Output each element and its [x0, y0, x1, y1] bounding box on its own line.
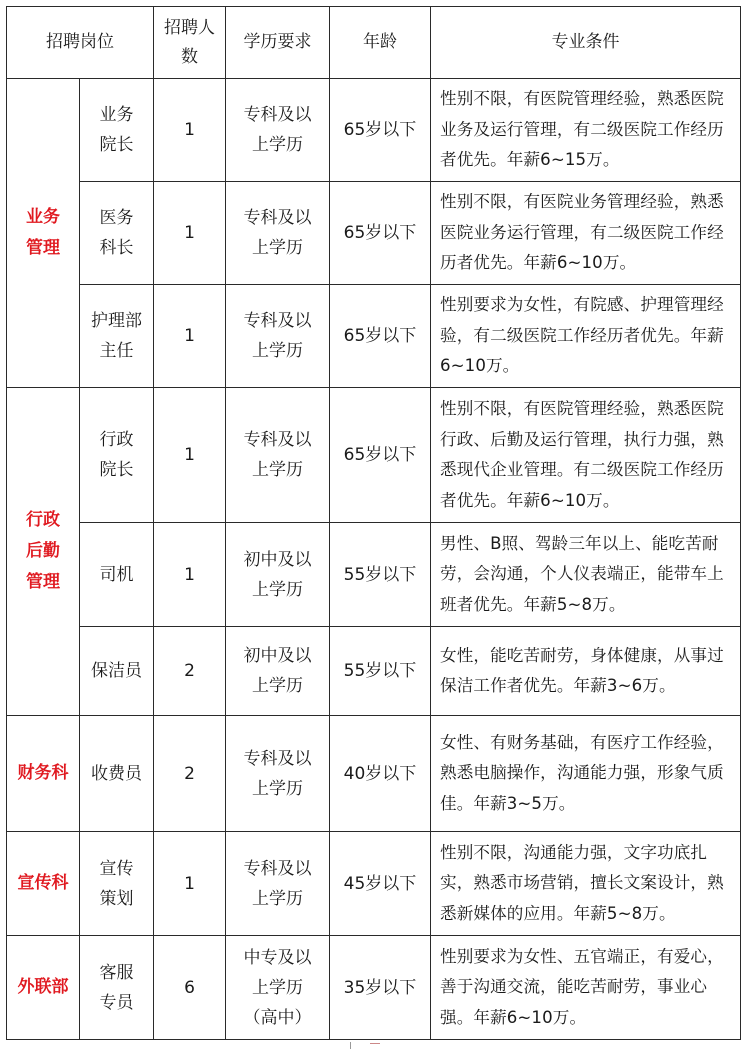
header-requirements: 专业条件 [431, 7, 741, 79]
requirements-cell: 性别不限，有医院管理经验，熟悉医院行政、后勤及运行管理，执行力强，熟悉现代企业管理。有二级医院工作经历者优先。年薪6~10万。 [431, 388, 741, 523]
position-cell: 医务科长 [80, 182, 154, 285]
department-cell: 外联部 [7, 936, 80, 1040]
department-cell: 财务科 [7, 716, 80, 832]
requirements-cell: 女性，能吃苦耐劳，身体健康，从事过保洁工作者优先。年薪3~6万。 [431, 627, 741, 716]
age-cell: 45岁以下 [330, 832, 431, 936]
education-cell: 专科及以上学历 [226, 285, 330, 388]
count-cell: 1 [154, 523, 226, 627]
age-cell: 65岁以下 [330, 285, 431, 388]
table-row [7, 716, 741, 832]
table-row [7, 388, 741, 523]
table-row [7, 627, 741, 716]
department-cell: 行政后勤管理 [7, 388, 80, 716]
requirements-cell: 性别不限，有医院业务管理经验，熟悉医院业务运行管理，有二级医院工作经历者优先。年薪6~10万。 [431, 182, 741, 285]
age-cell: 65岁以下 [330, 79, 431, 182]
count-cell: 1 [154, 285, 226, 388]
position-cell: 行政院长 [80, 388, 154, 523]
position-cell: 司机 [80, 523, 154, 627]
table-row [7, 182, 741, 285]
education-cell: 初中及以上学历 [226, 627, 330, 716]
recruitment-table-wrapper [6, 6, 741, 1040]
count-cell: 2 [154, 716, 226, 832]
requirements-cell: 性别要求为女性、五官端正，有爱心，善于沟通交流，能吃苦耐劳，事业心强。年薪6~10万。 [431, 936, 741, 1040]
count-cell: 1 [154, 832, 226, 936]
requirements-cell: 性别要求为女性，有院感、护理管理经验，有二级医院工作经历者优先。年薪6~10万。 [431, 285, 741, 388]
education-cell: 专科及以上学历 [226, 832, 330, 936]
education-cell: 专科及以上学历 [226, 79, 330, 182]
table-row [7, 832, 741, 936]
header-count: 招聘人数 [154, 7, 226, 79]
position-cell: 客服专员 [80, 936, 154, 1040]
position-cell: 业务院长 [80, 79, 154, 182]
age-cell: 65岁以下 [330, 388, 431, 523]
requirements-cell: 性别不限，沟通能力强，文字功底扎实，熟悉市场营销，擅长文案设计，熟悉新媒体的应用。年薪5~8万。 [431, 832, 741, 936]
header-education: 学历要求 [226, 7, 330, 79]
education-cell: 专科及以上学历 [226, 182, 330, 285]
age-cell: 55岁以下 [330, 627, 431, 716]
header-row [7, 7, 741, 79]
count-cell: 1 [154, 79, 226, 182]
page-edge-mark [370, 1043, 380, 1044]
education-cell: 初中及以上学历 [226, 523, 330, 627]
count-cell: 6 [154, 936, 226, 1040]
table-row [7, 285, 741, 388]
age-cell: 65岁以下 [330, 182, 431, 285]
table-row [7, 523, 741, 627]
count-cell: 1 [154, 388, 226, 523]
count-cell: 2 [154, 627, 226, 716]
age-cell: 40岁以下 [330, 716, 431, 832]
requirements-cell: 性别不限，有医院管理经验，熟悉医院业务及运行管理，有二级医院工作经历者优先。年薪6~15万。 [431, 79, 741, 182]
age-cell: 55岁以下 [330, 523, 431, 627]
table-row [7, 79, 741, 182]
department-cell: 宣传科 [7, 832, 80, 936]
requirements-cell: 女性、有财务基础，有医疗工作经验，熟悉电脑操作，沟通能力强，形象气质佳。年薪3~5万。 [431, 716, 741, 832]
requirements-cell: 男性、B照、驾龄三年以上、能吃苦耐劳，会沟通，个人仪表端正，能带车上班者优先。年薪5~8万。 [431, 523, 741, 627]
recruitment-table [6, 6, 741, 1040]
table-row [7, 936, 741, 1040]
position-cell: 宣传策划 [80, 832, 154, 936]
department-cell: 业务管理 [7, 79, 80, 388]
position-cell: 护理部主任 [80, 285, 154, 388]
position-cell: 收费员 [80, 716, 154, 832]
count-cell: 1 [154, 182, 226, 285]
position-cell: 保洁员 [80, 627, 154, 716]
age-cell: 35岁以下 [330, 936, 431, 1040]
page-edge-mark [350, 1042, 351, 1049]
header-position: 招聘岗位 [7, 7, 154, 79]
education-cell: 专科及以上学历 [226, 388, 330, 523]
header-age: 年龄 [330, 7, 431, 79]
education-cell: 专科及以上学历 [226, 716, 330, 832]
education-cell: 中专及以上学历（高中） [226, 936, 330, 1040]
